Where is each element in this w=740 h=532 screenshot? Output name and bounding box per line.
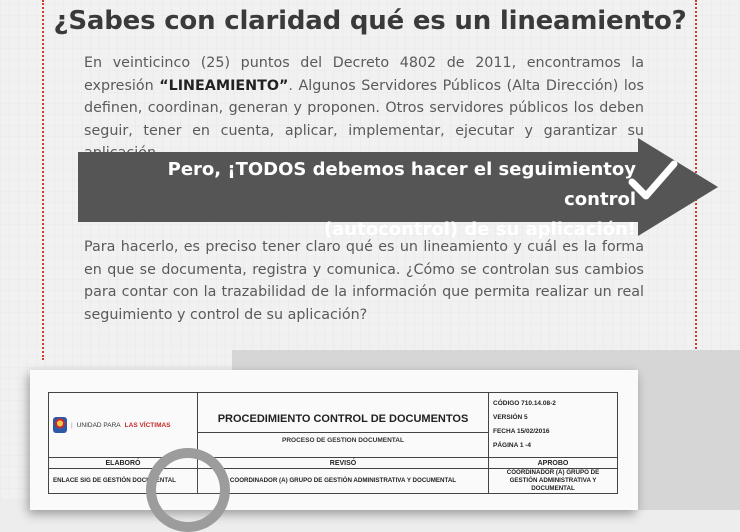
reviso-value: COORDINADOR (A) GRUPO DE GESTIÓN ADMINISTRATIVA Y DOCUMENTAL [198, 469, 489, 494]
procedure-subtitle: PROCESO DE GESTION DOCUMENTAL [282, 436, 404, 444]
header-reviso: REVISÓ [198, 458, 489, 469]
checkmark-icon [628, 158, 678, 202]
intro-text-part1: En veinticinco (25) puntos del Decreto 4802 de 2011, encontramos la expresión [84, 55, 644, 94]
procedure-cell [198, 393, 489, 458]
header-aprobo: APROBO [489, 458, 618, 469]
logo-brand: LAS VÍCTIMAS [124, 421, 171, 429]
page-title: ¿Sabes con claridad qué es un lineamiento? [53, 6, 687, 36]
intro-keyword: “LINEAMIENTO” [159, 77, 289, 94]
banner-text [96, 155, 636, 245]
banner-line-2: (autocontrol) de su aplicación! [323, 219, 636, 240]
document-preview [30, 370, 638, 510]
left-dotted-border [42, 0, 44, 360]
doc-version: VERSIÓN 5 [493, 414, 528, 421]
document-metadata [489, 393, 618, 458]
elaboro-value: ENLACE SIG DE GESTIÓN DOCUMENTAL [49, 469, 198, 494]
document-header-table [48, 392, 618, 494]
body-paragraph: Para hacerlo, es preciso tener claro qué es un lineamiento y cuál es la forma en que se documenta, registra y comunica. ¿Cómo se controlan sus cambios para contar con la trazabilidad de la información que permita realizar un real seguimiento y control de su aplicación? [84, 239, 644, 323]
logo-cell [49, 393, 198, 458]
aprobo-value: COORDINADOR (A) GRUPO DE GESTIÓN ADMINISTRATIVA Y DOCUMENTAL [489, 469, 618, 494]
procedure-title: PROCEDIMIENTO CONTROL DE DOCUMENTOS [198, 403, 488, 433]
magnifier-lens-icon [146, 448, 230, 532]
doc-page: PÁGINA 1 -4 [493, 442, 532, 449]
header-elaboro: ELABORÓ [49, 458, 198, 469]
doc-date: FECHA 15/02/2016 [493, 428, 550, 435]
doc-code: CÓDIGO 710.14.08-2 [493, 400, 556, 407]
seal-icon [53, 417, 67, 433]
banner-line-1: Pero, ¡TODOS debemos hacer el seguimientoy control [167, 159, 636, 210]
logo-text: UNIDAD PARA [76, 421, 121, 429]
unidad-victimas-logo: | UNIDAD PARA LAS VÍCTIMAS [53, 417, 193, 433]
intro-text-part2: . Algunos Servidores Públicos (Alta Dirección) los definen, coordinan, generan y proponen. Otros servidores públicos los deben seguir, tener en cuenta, aplicar, implementar, ejecutar y garantizar su [84, 77, 644, 139]
